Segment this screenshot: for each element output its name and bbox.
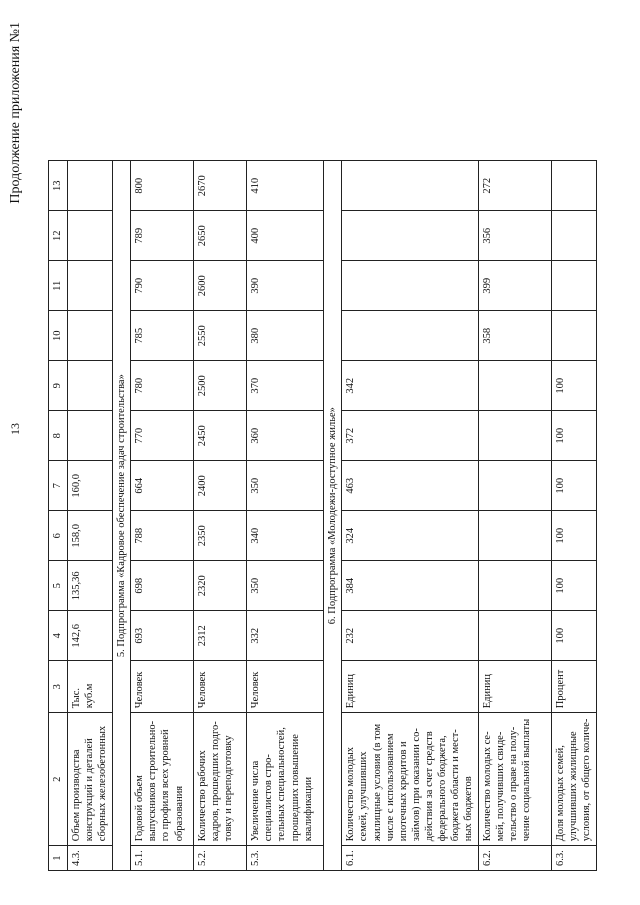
column-number: 13 <box>49 161 68 211</box>
unit-cell: Человек <box>247 661 324 713</box>
value-cell: 2670 <box>194 161 247 211</box>
value-cell: 100 <box>551 611 596 661</box>
value-cell <box>551 311 596 361</box>
indicator-name: Количество молодых се-мей, получивших свиде-тельство о праве на полу-чение социальной выплаты <box>478 713 551 846</box>
unit-cell: Тыс. куб.м <box>68 661 113 713</box>
table-row <box>131 161 194 871</box>
value-cell: 100 <box>551 561 596 611</box>
value-cell: 350 <box>247 561 324 611</box>
table-row <box>551 161 596 871</box>
value-cell: 372 <box>342 411 478 461</box>
value-cell: 2312 <box>194 611 247 661</box>
column-number: 8 <box>49 411 68 461</box>
value-cell: 2550 <box>194 311 247 361</box>
value-cell <box>342 211 478 261</box>
value-cell: 2650 <box>194 211 247 261</box>
value-cell: 2350 <box>194 511 247 561</box>
indicator-name: Доля молодых семей, улучшивших жилищные условия, от общего количе- <box>551 713 596 846</box>
table-row <box>342 161 478 871</box>
column-number: 12 <box>49 211 68 261</box>
row-number: 6.1. <box>342 846 478 871</box>
value-cell <box>478 411 551 461</box>
value-cell: 693 <box>131 611 194 661</box>
unit-cell: Человек <box>194 661 247 713</box>
value-cell: 400 <box>247 211 324 261</box>
indicator-name: Количество молодых семей, улучшивших жилищные условия (в том числе с использованием ипотечных кредитов и займов) при оказании со-действия за счет средств федерального бюджета, бюджета области и мест-ных бюджетов <box>342 713 478 846</box>
value-cell <box>68 161 113 211</box>
value-cell: 664 <box>131 461 194 511</box>
value-cell: 2500 <box>194 361 247 411</box>
value-cell <box>342 161 478 211</box>
value-cell <box>551 211 596 261</box>
column-number: 1 <box>49 846 68 871</box>
value-cell: 272 <box>478 161 551 211</box>
value-cell <box>551 261 596 311</box>
column-number: 9 <box>49 361 68 411</box>
value-cell: 770 <box>131 411 194 461</box>
value-cell: 785 <box>131 311 194 361</box>
column-number: 5 <box>49 561 68 611</box>
value-cell <box>478 611 551 661</box>
value-cell: 780 <box>131 361 194 411</box>
section-row <box>324 161 342 871</box>
value-cell <box>68 311 113 361</box>
column-number: 2 <box>49 713 68 846</box>
value-cell: 135,36 <box>68 561 113 611</box>
row-number: 5.1. <box>131 846 194 871</box>
table-row <box>478 161 551 871</box>
page-number: 13 <box>8 423 22 435</box>
continuation-title: Продолжение приложения №1 <box>8 22 23 204</box>
indicators-table <box>48 160 597 871</box>
value-cell <box>68 211 113 261</box>
value-cell: 356 <box>478 211 551 261</box>
value-cell: 100 <box>551 511 596 561</box>
section-row <box>113 161 131 871</box>
value-cell <box>551 161 596 211</box>
value-cell: 788 <box>131 511 194 561</box>
value-cell: 142,6 <box>68 611 113 661</box>
value-cell <box>68 361 113 411</box>
value-cell <box>478 511 551 561</box>
value-cell: 100 <box>551 461 596 511</box>
value-cell: 790 <box>131 261 194 311</box>
value-cell: 358 <box>478 311 551 361</box>
value-cell <box>478 561 551 611</box>
row-number: 6.2. <box>478 846 551 871</box>
indicator-name: Объем производства конструкций и деталей сборных железобетонных <box>68 713 113 846</box>
indicator-name: Количество рабочих кадров, прошедших подго-товку и переподготовку <box>194 713 247 846</box>
value-cell: 384 <box>342 561 478 611</box>
value-cell: 100 <box>551 411 596 461</box>
value-cell: 332 <box>247 611 324 661</box>
row-number: 6.3. <box>551 846 596 871</box>
section-title: 6. Подпрограмма «Молодежи-доступное жилье» <box>324 161 342 871</box>
value-cell: 370 <box>247 361 324 411</box>
value-cell: 324 <box>342 511 478 561</box>
value-cell: 380 <box>247 311 324 361</box>
section-title: 5. Подпрограмма «Кадровое обеспечение задач строительства» <box>113 161 131 871</box>
value-cell: 2450 <box>194 411 247 461</box>
value-cell: 160,0 <box>68 461 113 511</box>
column-number-row <box>49 161 68 871</box>
row-number: 4.3. <box>68 846 113 871</box>
indicator-name: Увеличение числа специалистов стро-тельных специальностей, прошедших повышение квалификации <box>247 713 324 846</box>
unit-cell: Процент <box>551 661 596 713</box>
row-number: 5.2. <box>194 846 247 871</box>
value-cell <box>68 261 113 311</box>
value-cell: 698 <box>131 561 194 611</box>
value-cell: 350 <box>247 461 324 511</box>
value-cell: 390 <box>247 261 324 311</box>
value-cell: 789 <box>131 211 194 261</box>
value-cell: 800 <box>131 161 194 211</box>
value-cell: 2320 <box>194 561 247 611</box>
value-cell: 158,0 <box>68 511 113 561</box>
column-number: 6 <box>49 511 68 561</box>
value-cell: 360 <box>247 411 324 461</box>
value-cell <box>68 411 113 461</box>
column-number: 3 <box>49 661 68 713</box>
unit-cell: Единиц <box>342 661 478 713</box>
column-number: 4 <box>49 611 68 661</box>
value-cell: 2400 <box>194 461 247 511</box>
value-cell: 2600 <box>194 261 247 311</box>
table-row <box>247 161 324 871</box>
column-number: 10 <box>49 311 68 361</box>
value-cell: 100 <box>551 361 596 411</box>
row-number: 5.3. <box>247 846 324 871</box>
value-cell: 399 <box>478 261 551 311</box>
column-number: 11 <box>49 261 68 311</box>
indicator-name: Годовой объем выпускников строительно-го профиля всех уровней образования <box>131 713 194 846</box>
value-cell: 342 <box>342 361 478 411</box>
value-cell <box>342 311 478 361</box>
value-cell: 463 <box>342 461 478 511</box>
table-row <box>194 161 247 871</box>
column-number: 7 <box>49 461 68 511</box>
value-cell <box>478 461 551 511</box>
value-cell <box>478 361 551 411</box>
unit-cell: Единиц <box>478 661 551 713</box>
unit-cell: Человек <box>131 661 194 713</box>
value-cell: 232 <box>342 611 478 661</box>
value-cell <box>342 261 478 311</box>
value-cell: 340 <box>247 511 324 561</box>
table-row <box>68 161 113 871</box>
value-cell: 410 <box>247 161 324 211</box>
